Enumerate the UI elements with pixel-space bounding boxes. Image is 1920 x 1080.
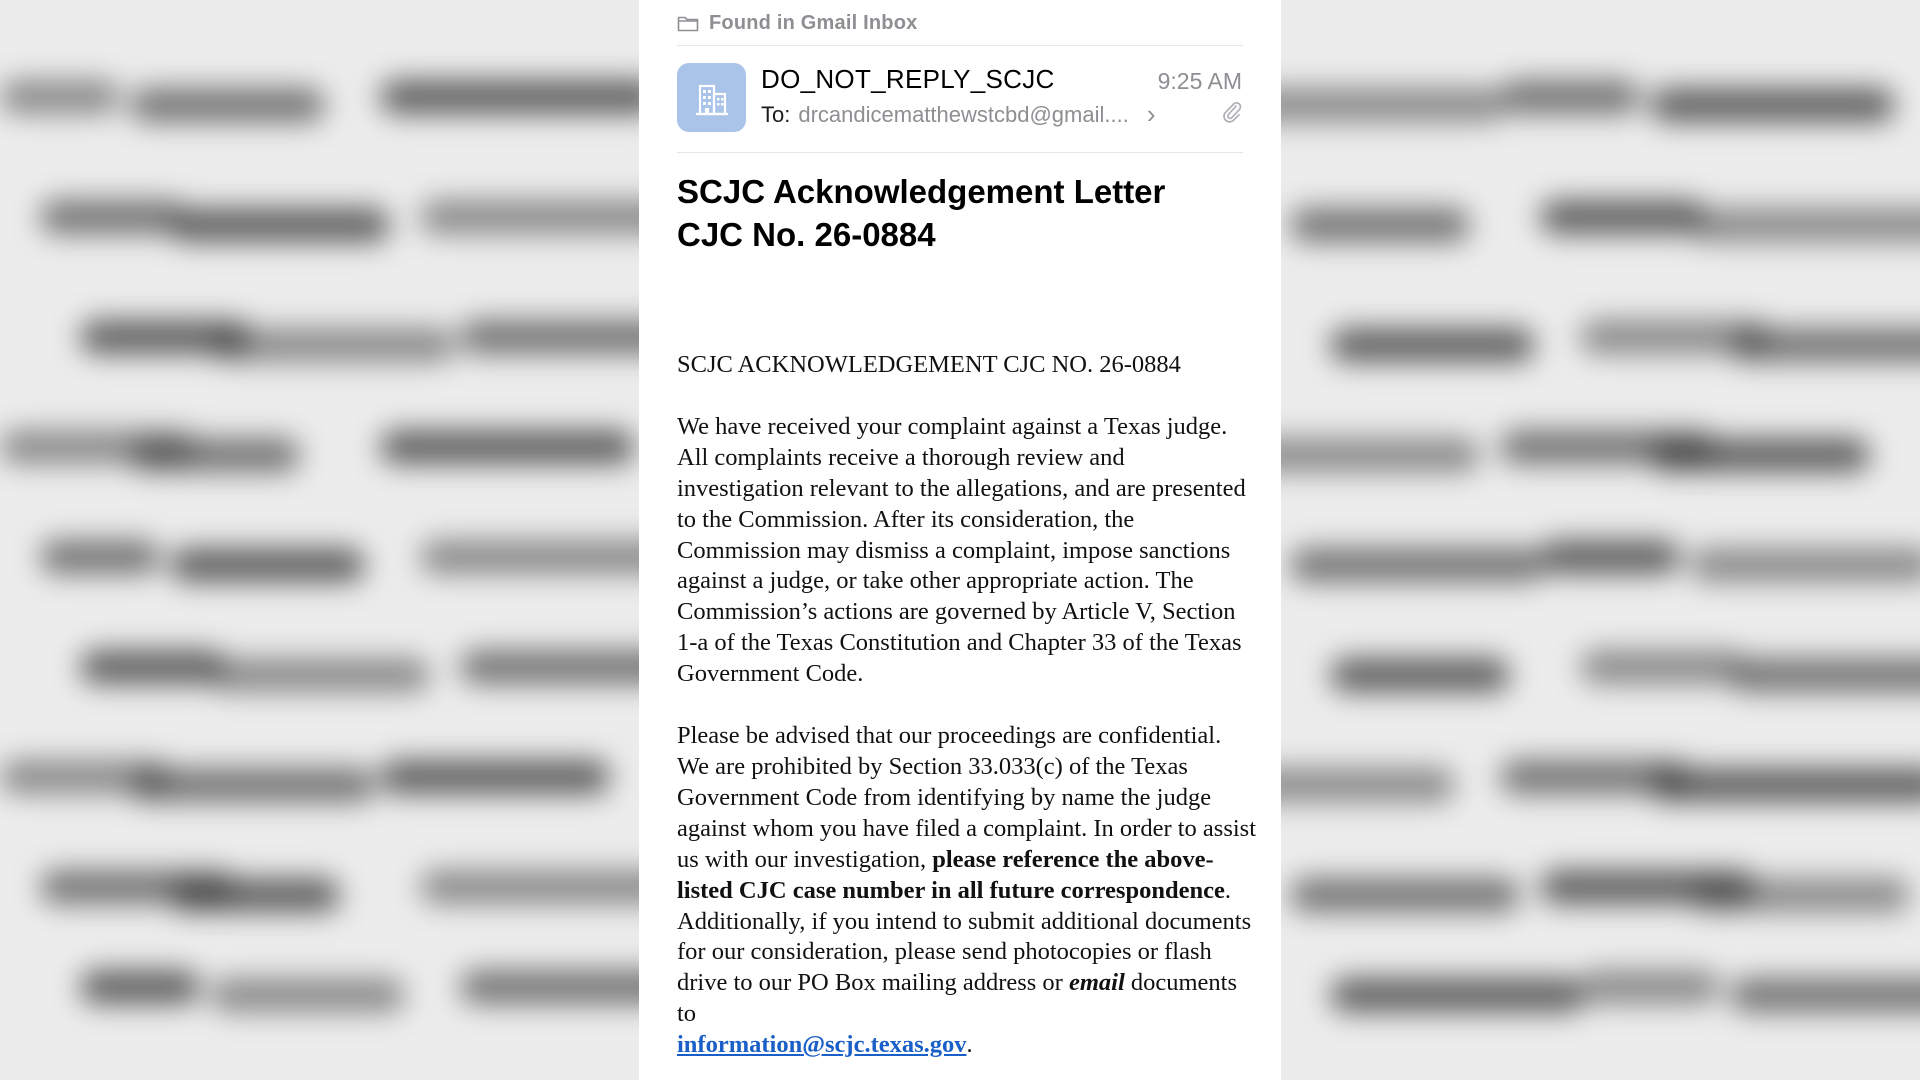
blurred-text-bar: [1690, 208, 1920, 242]
blurred-text-bar: [1250, 438, 1480, 472]
blurred-text-bar: [1330, 978, 1585, 1012]
blurred-text-bar: [80, 970, 200, 1004]
blurred-text-bar: [1540, 540, 1680, 574]
paragraph-2-text: Please be advised that our proceedings are confidential. We are prohibited by Section 33.033(c) of the Texas Government Code from identifying by name the judge against whom you have filed a complaint. In order to assist us with our investigation,: [677, 722, 1257, 873]
subject-line-2: CJC No. 26-0884: [677, 216, 936, 253]
blurred-text-bar: [170, 878, 340, 912]
blurred-text-bar: [210, 328, 455, 362]
blurred-text-bar: [1690, 548, 1920, 582]
blurred-text-bar: [380, 430, 635, 464]
paragraph-2: [677, 721, 1257, 1061]
paragraph-2-text: documents to: [677, 969, 1238, 1028]
blurred-text-bar: [1250, 88, 1505, 122]
blurred-text-bar: [380, 80, 660, 114]
to-label: To:: [761, 101, 791, 127]
blurred-text-bar: [420, 870, 675, 904]
email-subject: [677, 170, 1243, 256]
paragraph-1: We have received your complaint against a Texas judge. All complaints receive a thorough review and investigation relevant to the allegations, and are presented to the Commission. After its consideration, the Commission may dismiss a complaint, impose sanctions against a judge, or take other appropriate action. The Commission’s actions are governed by Article V, Section 1-a of the Texas Constitution and Chapter 33 of the Texas Government Code.: [677, 412, 1246, 688]
blurred-text-bar: [1290, 208, 1470, 242]
email-link[interactable]: information@scjc.texas.gov: [677, 1031, 967, 1059]
blurred-text-bar: [1540, 200, 1705, 234]
blurred-text-bar: [1330, 328, 1535, 362]
blurred-text-bar: [1650, 438, 1870, 472]
message-time: 9:25 AM: [1157, 68, 1242, 94]
subject-line-1: SCJC Acknowledgement Letter: [677, 173, 1166, 210]
reference-instruction: please reference the above-listed CJC case number in all future correspondence: [677, 845, 1225, 904]
blurred-text-bar: [130, 438, 300, 472]
blurred-text-bar: [1290, 548, 1545, 582]
folder-icon: [677, 14, 699, 32]
blurred-text-bar: [1330, 658, 1510, 692]
blurred-text-bar: [1650, 88, 1895, 122]
email-emphasis: email: [1068, 969, 1125, 997]
blurred-text-bar: [1690, 878, 1910, 912]
blurred-text-bar: [1730, 328, 1920, 362]
blurred-text-bar: [1730, 658, 1920, 692]
recipient-row[interactable]: [761, 99, 1156, 130]
letter-heading: SCJC ACKNOWLEDGEMENT CJC NO. 26-0884: [677, 351, 1181, 378]
blurred-text-bar: [1500, 80, 1640, 114]
email-body: [677, 350, 1257, 1080]
divider: [677, 152, 1243, 153]
chevron-right-icon: ›: [1146, 99, 1156, 129]
blurred-text-bar: [130, 88, 325, 122]
found-in-inbox-bar[interactable]: [677, 10, 917, 36]
email-view: [639, 0, 1281, 1080]
blurred-text-bar: [1580, 650, 1745, 684]
blurred-text-bar: [80, 650, 225, 684]
paperclip-icon: [1221, 100, 1243, 124]
blurred-text-bar: [1730, 978, 1920, 1012]
building-icon: [692, 80, 732, 116]
sender-name[interactable]: DO_NOT_REPLY_SCJC: [761, 64, 1055, 94]
blurred-text-bar: [40, 200, 185, 234]
blurred-text-bar: [210, 978, 405, 1012]
divider: [677, 45, 1243, 46]
blurred-text-bar: [130, 768, 375, 802]
blurred-text-bar: [380, 760, 610, 794]
paragraph-2-text: . Additionally, if you intend to submit additional documents for our consideration, please send photocopies or flash drive to our PO Box mailing address or: [677, 876, 1252, 997]
paragraph-2-end: .: [966, 1031, 973, 1059]
blurred-text-bar: [210, 658, 430, 692]
blurred-text-bar: [170, 548, 365, 582]
blurred-text-bar: [1290, 878, 1520, 912]
blurred-text-bar: [1580, 970, 1720, 1004]
found-in-inbox-label: Found in Gmail Inbox: [709, 11, 918, 34]
sender-avatar[interactable]: [677, 63, 746, 132]
blurred-text-bar: [40, 540, 160, 574]
blurred-text-bar: [1650, 768, 1920, 802]
recipient-address: drcandicematthewstcbd@gmail....: [798, 101, 1129, 127]
blurred-text-bar: [170, 208, 390, 242]
blurred-text-bar: [0, 80, 120, 114]
